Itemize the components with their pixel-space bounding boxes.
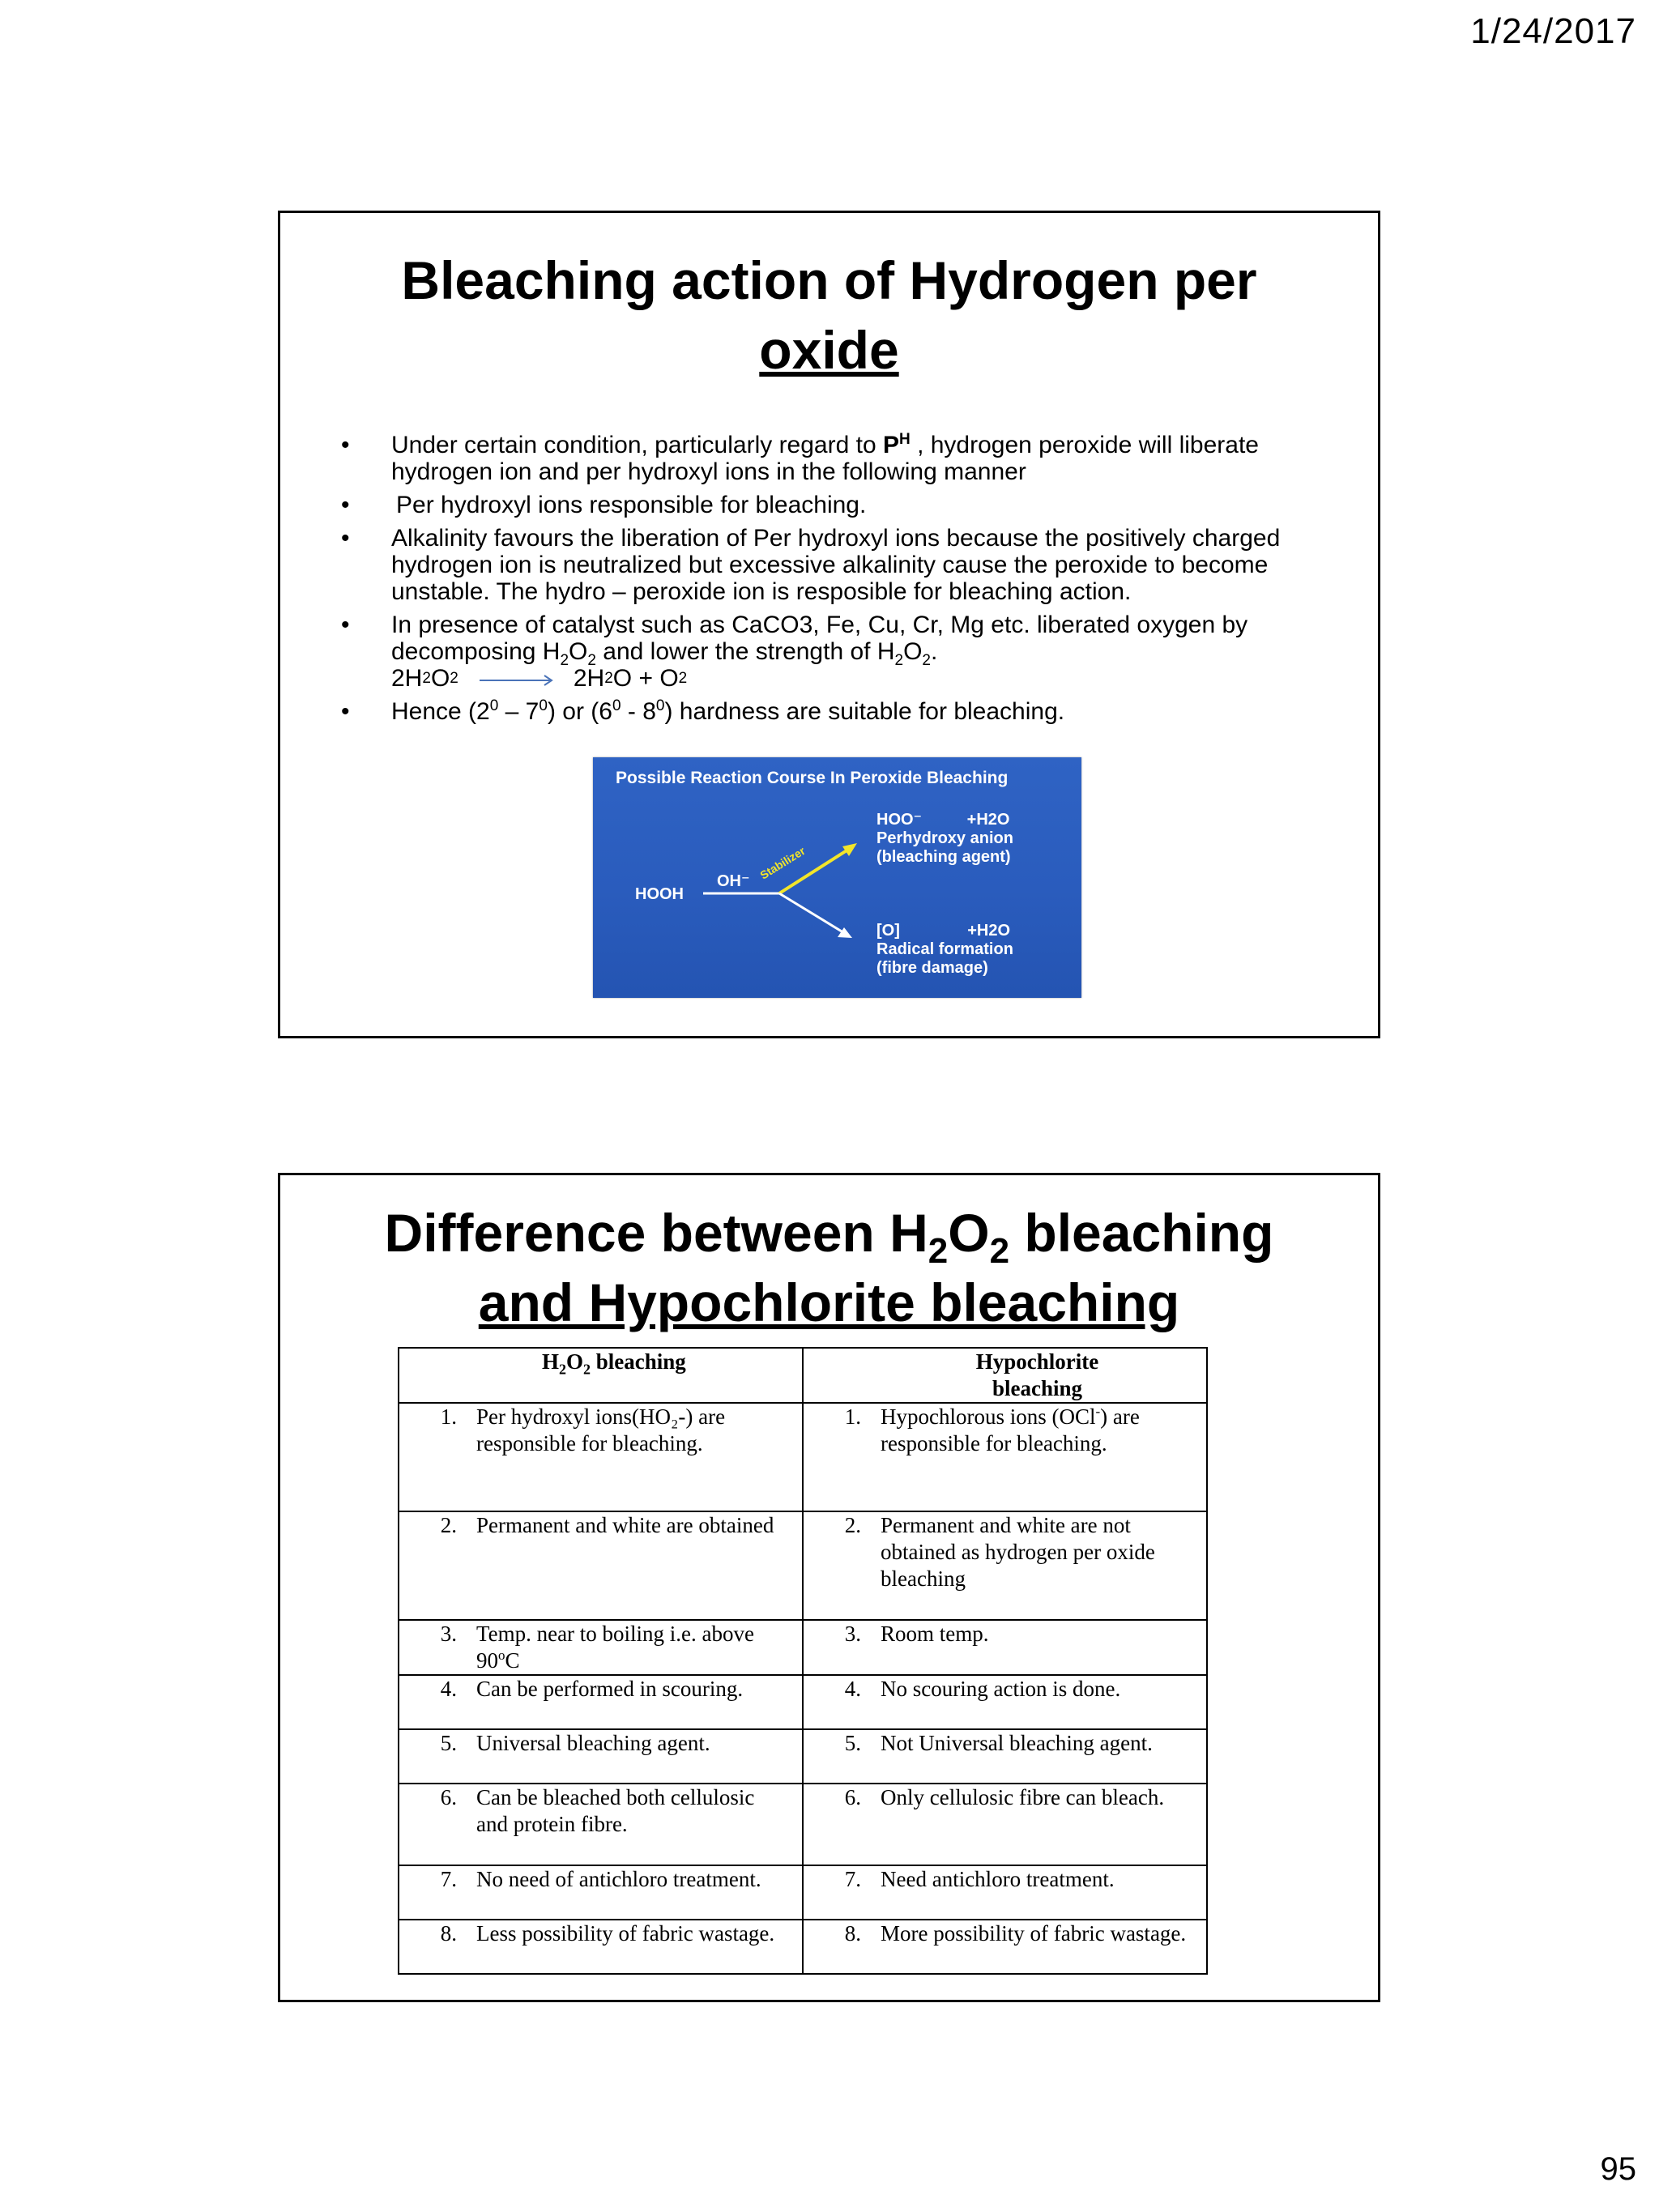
diagram-top-line2: Perhydroxy anion	[876, 829, 1013, 847]
slide-hydrogen-peroxide-bleaching	[278, 211, 1380, 1038]
column-header-h2o2: $H_2O_2$ bleaching	[399, 1348, 803, 1403]
bullet-item: • Per hydroxyl ions responsible for bleaching.	[341, 492, 867, 518]
diagram-top-line3: (bleaching agent)	[876, 848, 1011, 866]
table-row: 8. Less possibility of fabric wastage. 8. More possibility of fabric wastage.	[399, 1920, 1207, 1974]
slide2-title-line2: and Hypochlorite bleaching	[478, 1272, 1180, 1332]
slide-difference-table	[278, 1173, 1380, 2002]
table-row: 6. Can be bleached both cellulosic and protein fibre. 6. Only cellulosic fibre can bleach.	[399, 1784, 1207, 1865]
table-row: 4. Can be performed in scouring. 4. No scouring action is done.	[399, 1675, 1207, 1729]
column-header-hypochlorite: Hypochlorite bleaching	[803, 1348, 1207, 1403]
page-number: 95	[1600, 2151, 1636, 2187]
slide1-title-line2: oxide	[759, 320, 899, 380]
diagram-oh-label: OH⁻	[717, 872, 750, 890]
reaction-arrow-icon	[480, 665, 554, 692]
diagram-bottom-line1: [O] +H2O	[876, 922, 1011, 940]
bullet-dot: •	[341, 525, 350, 552]
slide2-title: Difference between $H_2O_2$ bleaching and Hypochlorite bleaching	[384, 1203, 1274, 1332]
bullet-dot: •	[341, 492, 350, 518]
diagram-top-line1: HOO⁻ +H2O	[876, 811, 1010, 829]
table-row: 5. Universal bleaching agent. 5. Not Universal bleaching agent.	[399, 1729, 1207, 1784]
bullet-item: • Hence $(2^0 - 7^0)$ or $(6^0 - 8^0)$ hardness are suitable for bleaching.	[341, 697, 1065, 725]
bullet-item: • Alkalinity favours the liberation of Per hydroxyl ions because the positively charged hydrogen ion is neutralized but excessive alkalinity cause the peroxide to become unstable. The hydro – peroxide ion is resposible for bleaching action.	[341, 525, 1281, 605]
page-date: 1/24/2017	[1470, 11, 1636, 51]
bullet-dot: •	[341, 432, 350, 458]
bullet-dot: •	[341, 612, 350, 638]
diagram-arrows	[593, 757, 1081, 998]
table-row: 2. Permanent and white are obtained 2. Permanent and white are not obtained as hydrogen per oxide bleaching	[399, 1511, 1207, 1620]
table-row: 7. No need of antichloro treatment. 7. Need antichloro treatment.	[399, 1865, 1207, 1920]
diagram-stabilizer-label: Stabilizer	[757, 844, 808, 882]
chemical-equation: 2H 2 O 2 2H 2 O + O 2	[391, 665, 688, 692]
bullet-item: • In presence of catalyst such as CaCO3, Fe, Cu, Cr, Mg etc. liberated oxygen by decomposing $H_2O_2$ and lower the strength of $H_2O_2$.	[341, 612, 1248, 669]
table-row: 1. Per hydroxyl ions(HO₂-) are responsible for bleaching. 1. Hypochlorous ions (OCl-) are responsible for bleaching.	[399, 1403, 1207, 1511]
diagram-bottom-line3: (fibre damage)	[876, 959, 988, 977]
diagram-hooh-label: HOOH	[635, 885, 684, 903]
peroxide-reaction-diagram	[593, 757, 1081, 998]
table-row: 3. Temp. near to boiling i.e. above 90$^o$C 3. Room temp.	[399, 1620, 1207, 1675]
slide1-title-line1: Bleaching action of Hydrogen per	[401, 250, 1257, 310]
slide1-bullet-list	[341, 432, 1281, 731]
comparison-table	[398, 1347, 1208, 1975]
diagram-bottom-line2: Radical formation	[876, 940, 1013, 958]
table-header-row	[399, 1348, 1207, 1403]
slide1-title	[313, 245, 1346, 385]
diagram-title: Possible Reaction Course In Peroxide Bleaching	[616, 769, 1009, 787]
bullet-dot: •	[341, 698, 350, 725]
bullet-item: • Under certain condition, particularly regard to $P^H$ , hydrogen peroxide will liberate hydrogen ion and per hydroxyl ions in the following manner	[341, 431, 1259, 485]
